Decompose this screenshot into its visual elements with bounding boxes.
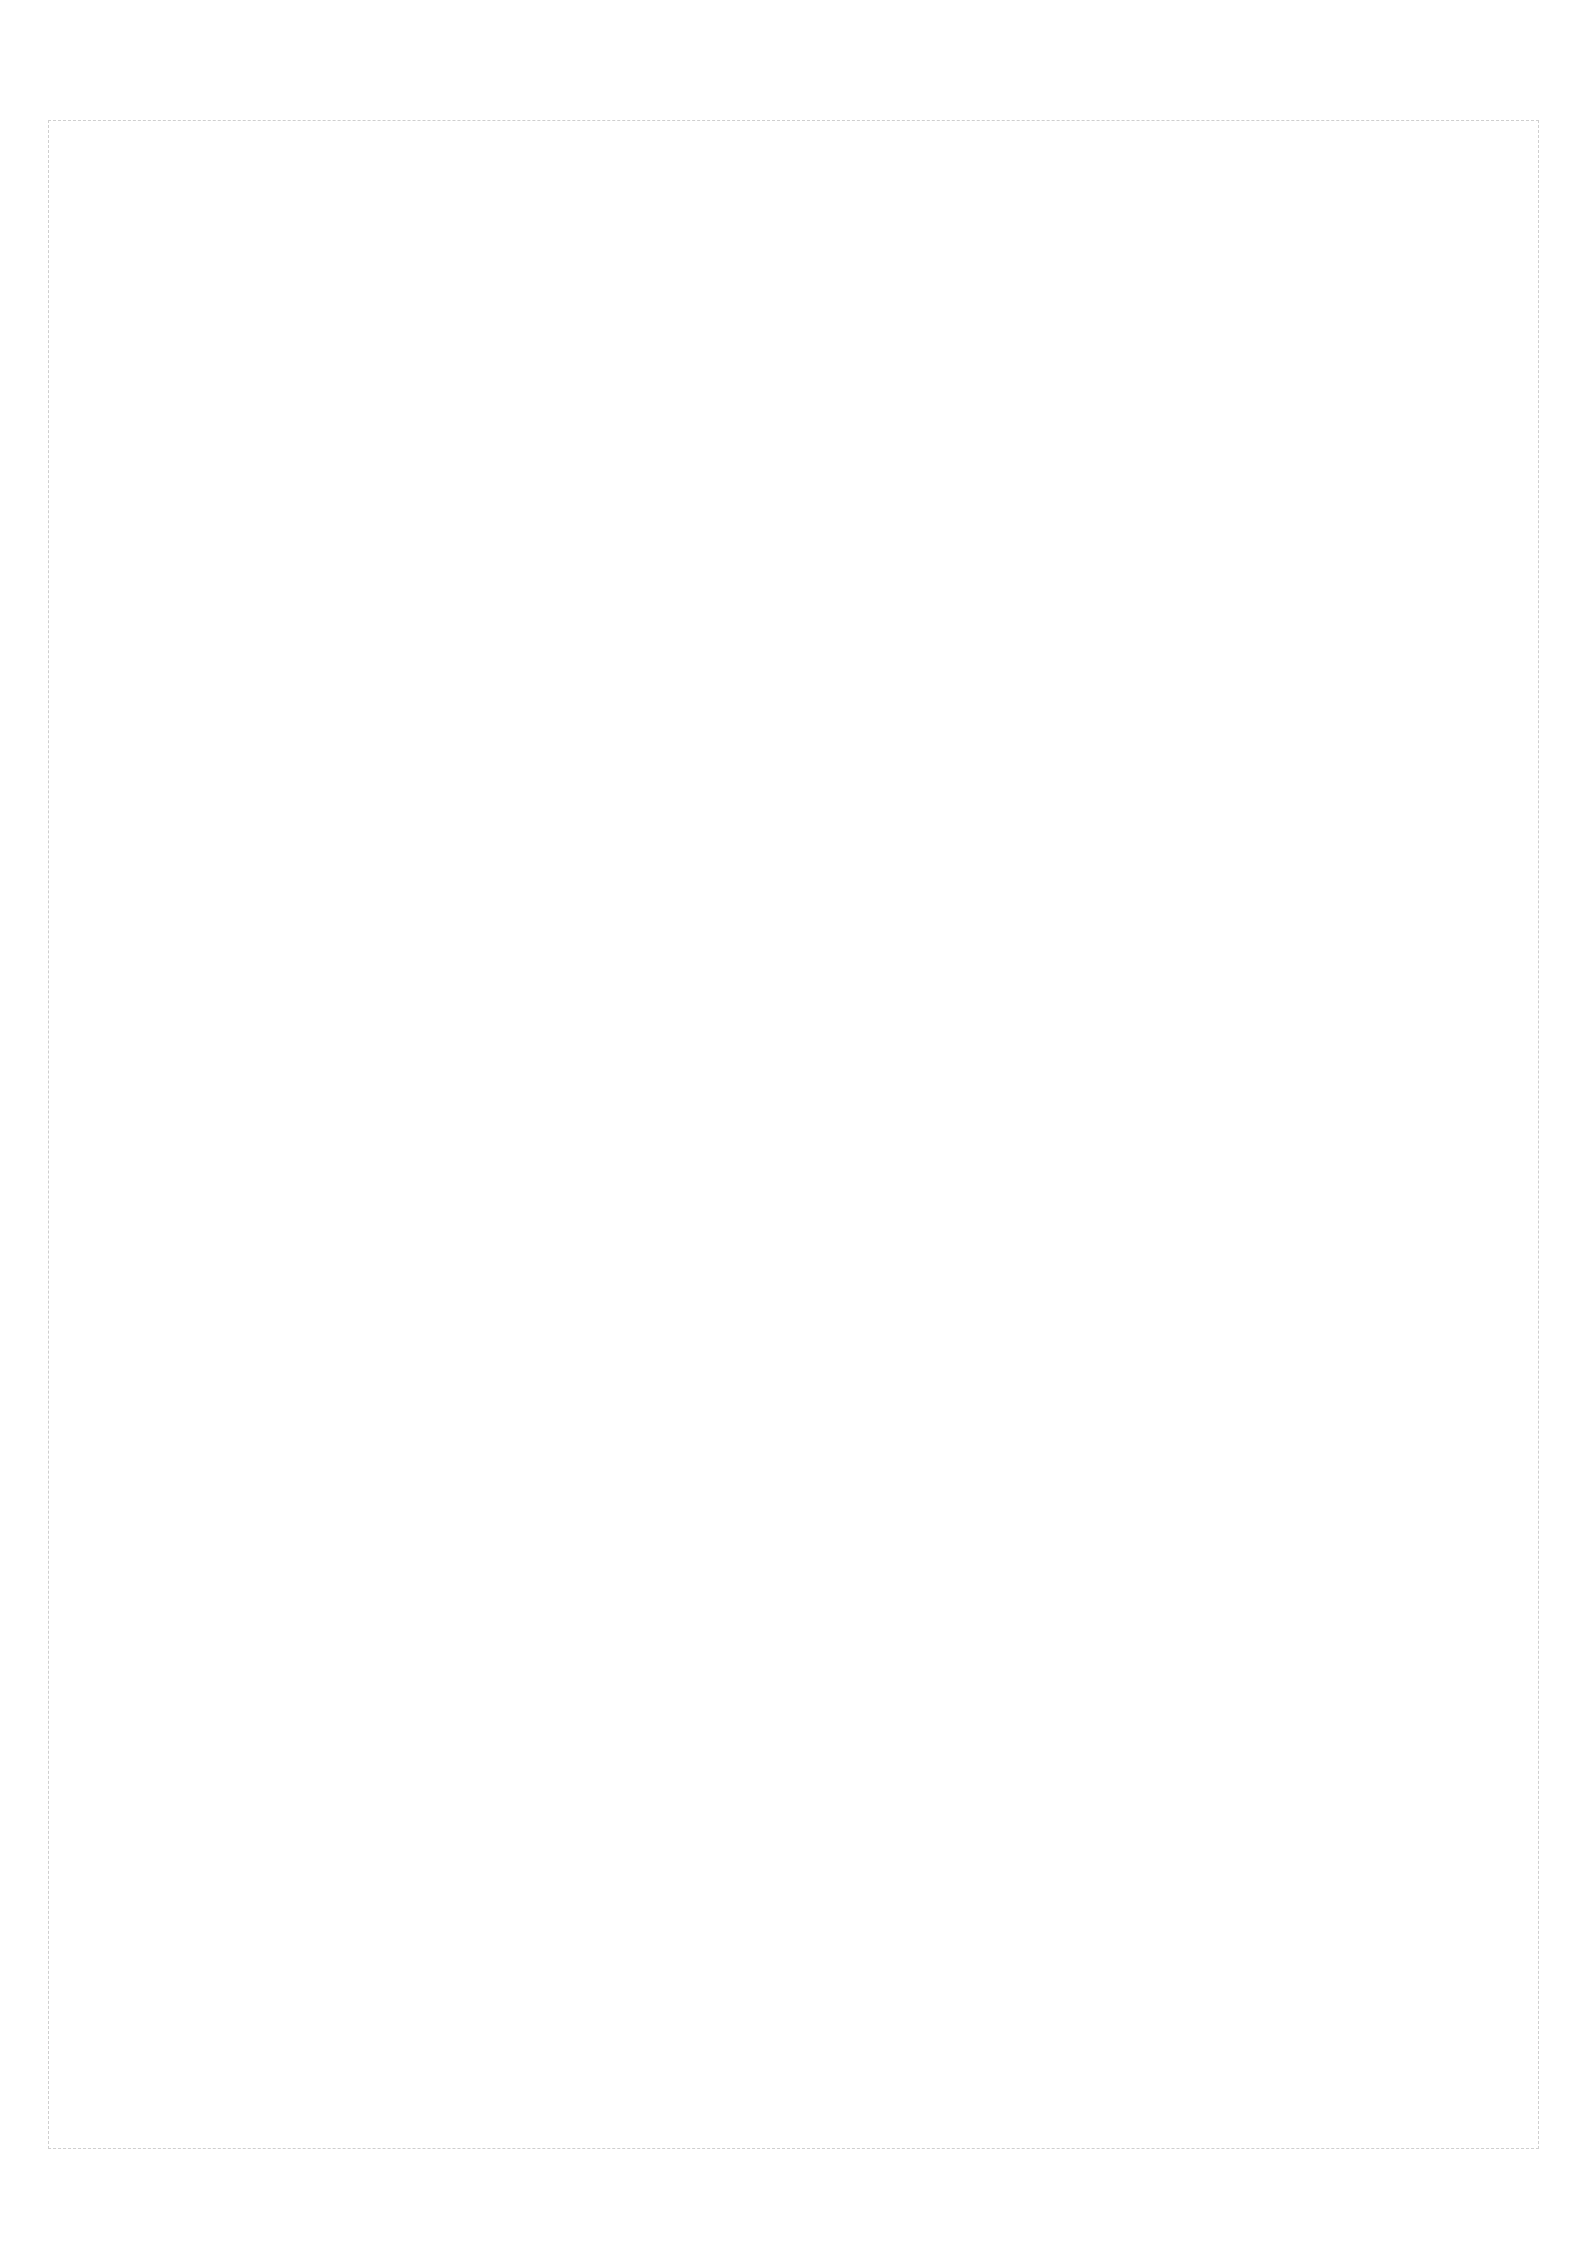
main-content — [48, 120, 1539, 2149]
page-header — [48, 48, 1539, 96]
page-footer — [48, 2173, 1539, 2197]
